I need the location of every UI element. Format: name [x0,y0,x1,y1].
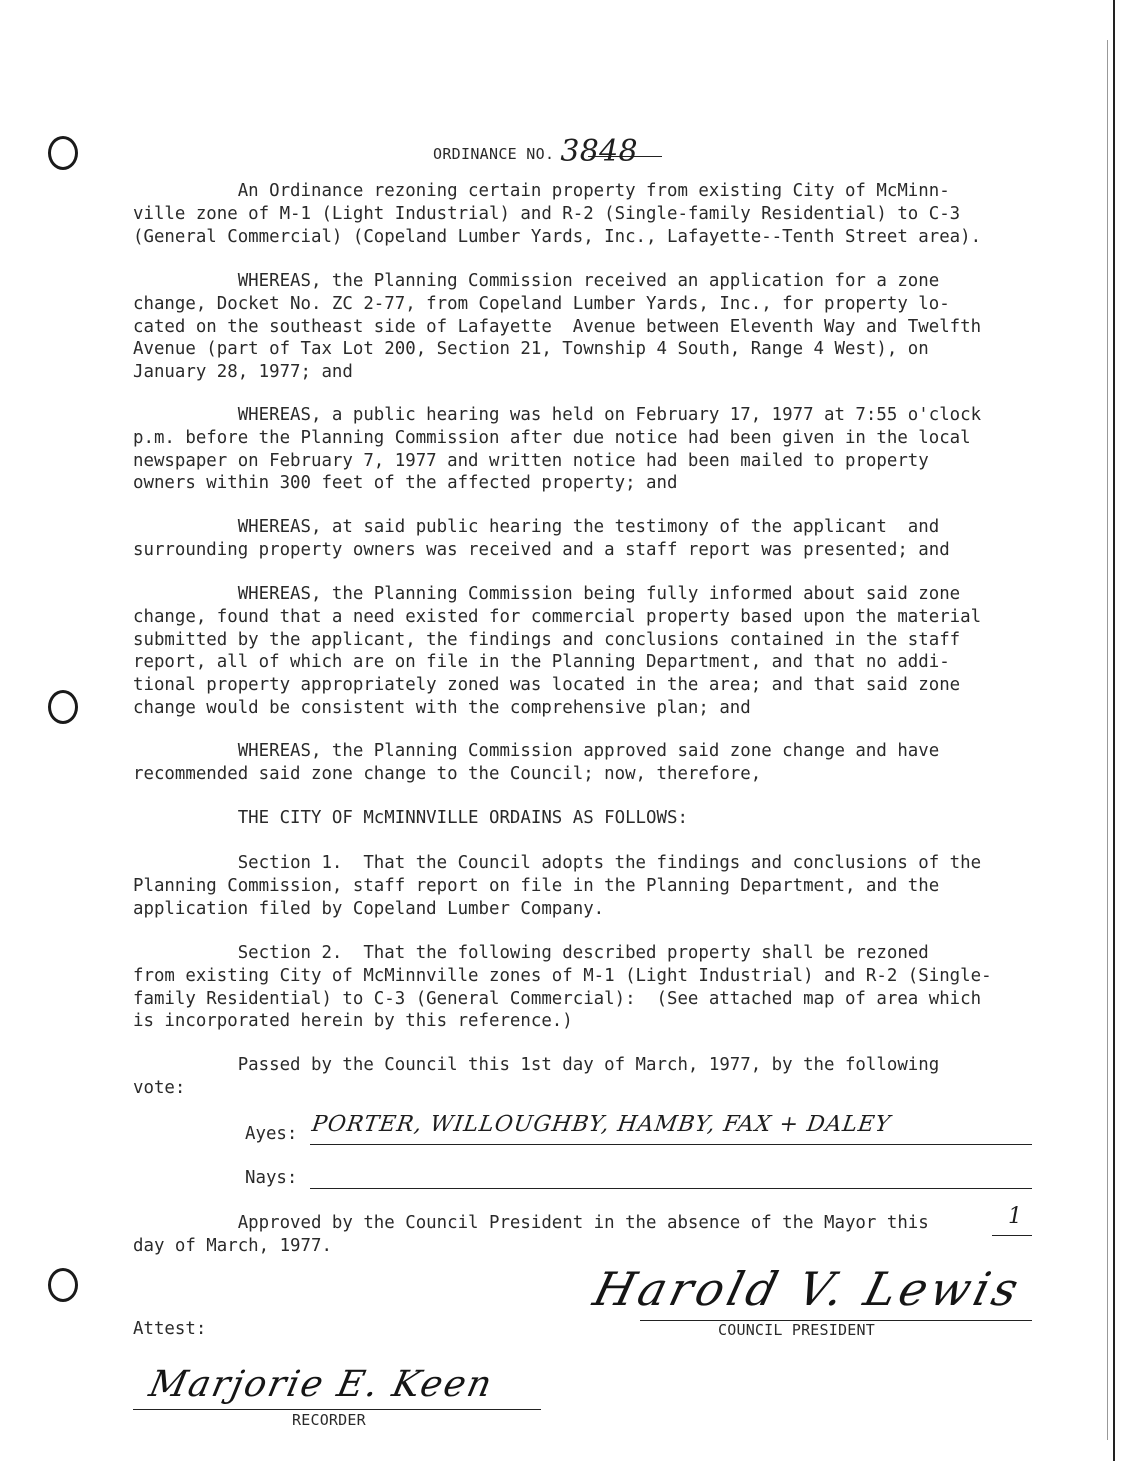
ayes-label: Ayes: [245,1124,298,1144]
whereas-hearing-paragraph: WHEREAS, a public hearing was held on February 17, 1977 at 7:55 o'clock p.m. before the Planning Commission after due notice had been given in the local newspaper on February 7, 1977 and written notice had been mailed to property owners within 300 feet of the affected property; and [133,405,982,494]
ordinance-title [433,132,638,167]
nays-label: Nays: [245,1168,298,1188]
ayes-line [310,1144,1032,1145]
approval-line-1: Approved by the Council President in the absence of the Mayor this [133,1213,929,1233]
approval-day-line [992,1235,1032,1236]
section-2-paragraph: Section 2. That the following described property shall be rezoned from existing City of McMinnville zones of M-1 (Light Industrial) and R-2 (Single- family Residential) to C-3 (General Commercial): (See attached map of area which is incorporated herein by this reference.) [133,943,992,1032]
approval-day-handwritten: 1 [1008,1204,1022,1229]
whereas-testimony-paragraph: WHEREAS, at said public hearing the testimony of the applicant and surrounding property owners was received and a staff report was presented; and [133,517,950,560]
council-president-signature: Harold V. Lewis [588,1262,1028,1316]
recorder-title: RECORDER [292,1411,366,1429]
council-president-title: COUNCIL PRESIDENT [718,1321,875,1339]
ordinance-number-underline [588,156,662,157]
page-edge-line-inner [1107,40,1108,1440]
punch-hole-top [48,136,78,170]
punch-hole-bottom [48,1268,78,1302]
nays-line [310,1188,1032,1189]
whereas-approved-paragraph: WHEREAS, the Planning Commission approved said zone change and have recommended said zone change to the Council; now, therefore, [133,741,940,784]
passed-paragraph: Passed by the Council this 1st day of March, 1977, by the following vote: [133,1055,940,1098]
intro-paragraph: An Ordinance rezoning certain property from existing City of McMinn- ville zone of M-1 (Light Industrial) and R-2 (Single-family Residential) to C-3 (General Commercial) (Copeland Lumber Yards, Inc., Lafayette--Tenth Street area). [133,181,982,247]
page-edge-line [1113,0,1115,1461]
approval-line-2: day of March, 1977. [133,1236,332,1256]
recorder-signature: Marjorie E. Keen [145,1364,498,1405]
ayes-handwritten-names: PORTER, WILLOUGHBY, HAMBY, FAX + DALEY [310,1112,893,1137]
section-1-paragraph: Section 1. That the Council adopts the findings and conclusions of the Planning Commission, staff report on file in the Planning Department, and the application filed by Copeland Lumber Company. [133,853,982,919]
ordinance-number: 3848 [560,134,638,169]
recorder-line [133,1409,541,1410]
whereas-findings-paragraph: WHEREAS, the Planning Commission being fully informed about said zone change, found that a need existed for commercial property based upon the material submitted by the applicant, the findings and conclusions contained in the staff report, all of which are on file in the Planning Department, and that no addi- tional property appropriately zoned was located in the area; and that said zone change would be consistent with the comprehensive plan; and [133,584,982,718]
attest-label: Attest: [133,1319,207,1339]
ordinance-title-label: ORDINANCE NO. [433,145,555,163]
whereas-application-paragraph: WHEREAS, the Planning Commission received an application for a zone change, Docket No. ZC 2-77, from Copeland Lumber Yards, Inc., for property lo- cated on the southeast side of Lafayette Avenue between Eleventh Way and Twelfth Avenue (part of Tax Lot 200, Section 21, Township 4 South, Range 4 West), on January 28, 1977; and [133,271,982,383]
ordains-heading: THE CITY OF McMINNVILLE ORDAINS AS FOLLOWS: [133,808,688,828]
punch-hole-middle [48,690,78,724]
